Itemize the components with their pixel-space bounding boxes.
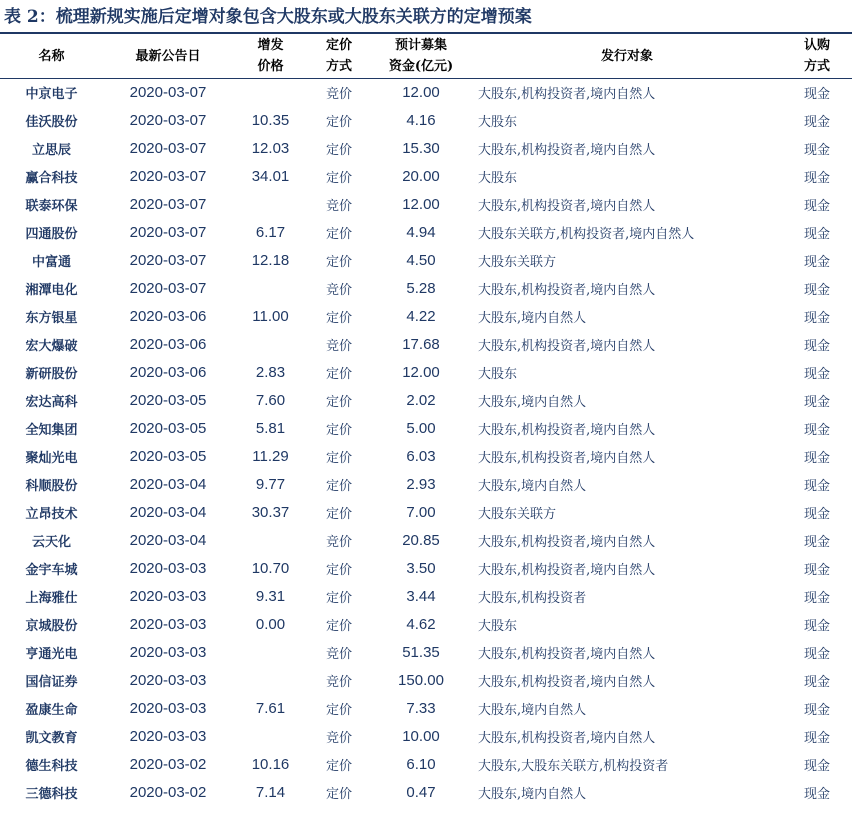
table-row: 科顺股份 2020-03-04 9.77 定价 2.93 大股东,境内自然人 现金	[25, 475, 830, 494]
table-row: 中富通 2020-03-07 12.18 定价 4.50 大股东关联方 现金	[31, 251, 830, 270]
table-row: 立思辰 2020-03-07 12.03 定价 15.30 大股东,机构投资者,境内自然人 现金	[31, 139, 830, 158]
table-row: 东方银星 2020-03-06 11.00 定价 4.22 大股东,境内自然人 现金	[25, 307, 830, 326]
table-row: 赢合科技 2020-03-07 34.01 定价 20.00 大股东 现金	[25, 167, 830, 186]
table-row: 京城股份 2020-03-03 0.00 定价 4.62 大股东 现金	[25, 615, 830, 634]
table-title: 表 2：梳理新规实施后定增对象包含大股东或大股东关联方的定增预案	[4, 7, 532, 27]
col-header-fund: 预计募集 资金(亿元)	[388, 38, 454, 74]
table-row: 德生科技 2020-03-02 10.16 定价 6.10 大股东,大股东关联方,机构投资者 现金	[25, 755, 830, 774]
placement-table	[0, 34, 852, 806]
table-row: 四通股份 2020-03-07 6.17 定价 4.94 大股东关联方,机构投资者,境内自然人 现金	[25, 223, 830, 242]
table-row: 聚灿光电 2020-03-05 11.29 定价 6.03 大股东,机构投资者,境内自然人 现金	[25, 447, 830, 466]
table-row: 国信证券 2020-03-03 竞价 150.00 大股东,机构投资者,境内自然人 现金	[25, 671, 830, 690]
table-row: 中京电子 2020-03-07 竞价 12.00 大股东,机构投资者,境内自然人 现金	[25, 83, 830, 102]
col-header-pay: 认购 方式	[803, 38, 830, 74]
col-header-date: 最新公告日	[135, 48, 201, 64]
table-row: 联泰环保 2020-03-07 竞价 12.00 大股东,机构投资者,境内自然人 现金	[25, 195, 830, 214]
table-row: 凯文教育 2020-03-03 竞价 10.00 大股东,机构投资者,境内自然人 现金	[25, 727, 830, 746]
table-row: 宏大爆破 2020-03-06 竞价 17.68 大股东,机构投资者,境内自然人 现金	[25, 335, 830, 354]
col-header-method: 定价 方式	[325, 38, 352, 74]
table-row: 亨通光电 2020-03-03 竞价 51.35 大股东,机构投资者,境内自然人 现金	[25, 643, 830, 662]
table-row: 立昂技术 2020-03-04 30.37 定价 7.00 大股东关联方 现金	[25, 503, 830, 522]
table-header-row	[0, 34, 852, 78]
table-row: 盈康生命 2020-03-03 7.61 定价 7.33 大股东,境内自然人 现金	[25, 699, 830, 718]
table-row: 新研股份 2020-03-06 2.83 定价 12.00 大股东 现金	[25, 363, 830, 382]
table-row: 上海雅仕 2020-03-03 9.31 定价 3.44 大股东,机构投资者 现金	[25, 587, 830, 606]
table-row: 湘潭电化 2020-03-07 竞价 5.28 大股东,机构投资者,境内自然人 现金	[25, 279, 830, 298]
col-header-price: 增发 价格	[257, 38, 284, 74]
col-header-name: 名称	[38, 48, 65, 64]
header-bottom-rule	[0, 78, 852, 79]
col-header-target: 发行对象	[600, 48, 653, 64]
table-row: 三德科技 2020-03-02 7.14 定价 0.47 大股东,境内自然人 现金	[25, 783, 830, 802]
table-row: 全知集团 2020-03-05 5.81 定价 5.00 大股东,机构投资者,境内自然人 现金	[25, 419, 830, 438]
table-row: 金宇车城 2020-03-03 10.70 定价 3.50 大股东,机构投资者,境内自然人 现金	[25, 559, 830, 578]
table-row: 佳沃股份 2020-03-07 10.35 定价 4.16 大股东 现金	[25, 111, 830, 130]
table-row: 宏达高科 2020-03-05 7.60 定价 2.02 大股东,境内自然人 现金	[25, 391, 830, 410]
table-row: 云天化 2020-03-04 竞价 20.85 大股东,机构投资者,境内自然人 现金	[31, 531, 830, 550]
